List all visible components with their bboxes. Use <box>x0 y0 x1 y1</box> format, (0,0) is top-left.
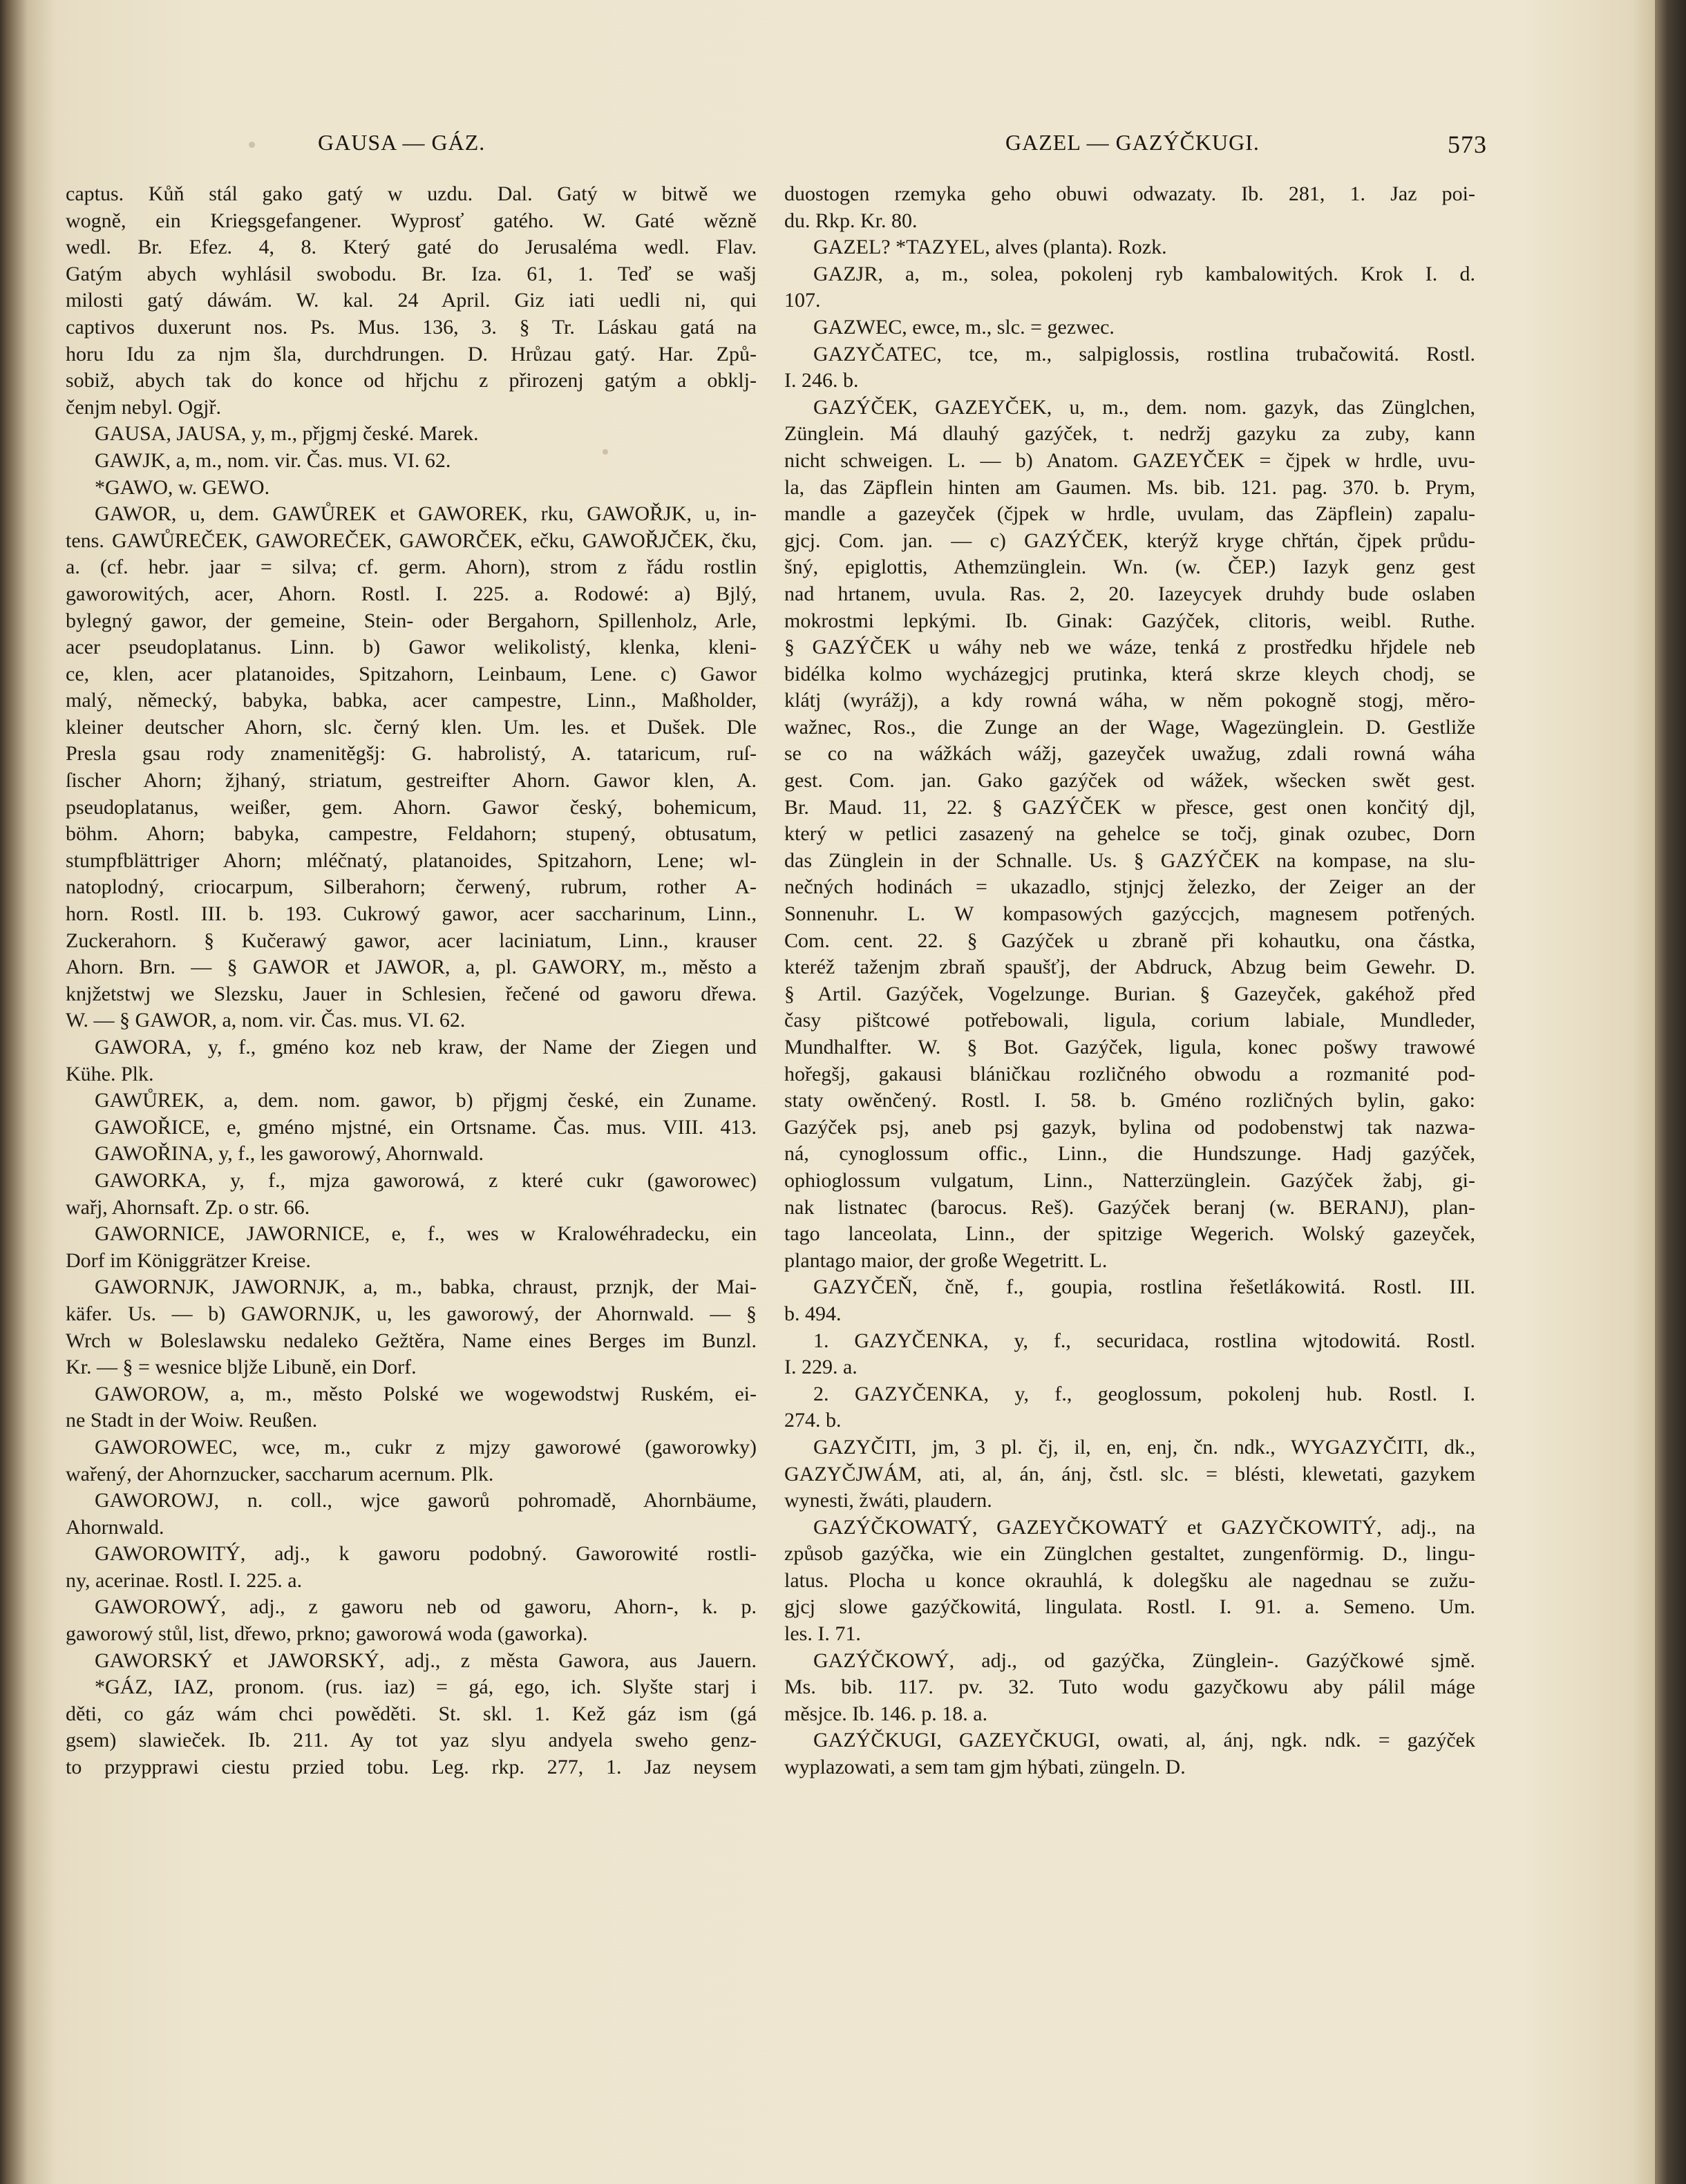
text-line: GAZYČATEC, tce, m., salpiglossis, rostlina trubačowitá. Rostl. <box>813 342 1475 365</box>
text-line: tens. GAWŮREČEK, GAWOREČEK, GAWORČEK, ečku, GAWOŘJČEK, čku, <box>66 529 757 552</box>
left-column <box>66 181 757 1781</box>
text-line: gsem) slawieček. Ib. 211. Ay tot yaz slyu andyela sweho genz- <box>66 1729 757 1752</box>
text-line: mandle a gazeyček (čjpek w hrdle, uvulam, das Zäpflein) zapalu- <box>784 502 1475 526</box>
running-header-left: GAUSA — GÁZ. <box>318 130 486 155</box>
text-line: to przypprawi ciestu przied tobu. Leg. rkp. 277, 1. Jaz neysem <box>66 1756 757 1779</box>
text-line: gaworowitých, acer, Ahorn. Rostl. I. 225. a. Rodowé: a) Bjlý, <box>66 582 757 605</box>
text-line: GAWORSKÝ et JAWORSKÝ, adj., z města Gawora, aus Jauern. <box>95 1649 757 1672</box>
text-line: a. (cf. hebr. jaar = silva; cf. germ. Ahorn), strom z řádu rostlin <box>66 556 757 579</box>
text-line: GAZÝČKUGI, GAZEYČKUGI, owati, al, ánj, ngk. ndk. = gazýček <box>813 1729 1475 1752</box>
text-line: gjcj. Com. jan. — c) GAZÝČEK, kterýž kryge chřtán, čjpek průdu- <box>784 529 1475 552</box>
text-line: Ahorn. Brn. — § GAWOR et JAWOR, a, pl. GAWORY, m., město a <box>66 956 757 979</box>
running-header-right: GAZEL — GAZÝČKUGI. <box>1005 130 1260 155</box>
text-line: nečných hodinách = ukazadlo, stjnjcj železko, der Zeiger an der <box>784 875 1475 899</box>
text-line: ne Stadt in der Woiw. Reußen. <box>66 1409 318 1432</box>
text-line: tago lanceolata, Linn., der spitzige Wegerich. Wolský gazeyček, <box>784 1222 1475 1246</box>
text-line: käfer. Us. — b) GAWORNJK, u, les gaworowý, der Ahornwald. — § <box>66 1302 757 1325</box>
text-line: knjžetstwj we Slezsku, Jauer in Schlesien, řečené od gaworu dřewa. <box>66 982 757 1005</box>
text-line: *GÁZ, IAZ, pronom. (rus. iaz) = gá, ego, ich. Slyšte starj i <box>95 1675 757 1699</box>
text-line: Br. Maud. 11, 22. § GAZÝČEK w přesce, gest onen končitý djl, <box>784 795 1475 819</box>
text-line: klátj (wyrážj), a kdy rowná wáha, w něm pokogně stogj, měro- <box>784 689 1475 712</box>
text-line: bidélka kolmo wycházegjcj prutinka, která skrze kleych chodj, se <box>784 662 1475 685</box>
text-line: wařj, Ahornsaft. Zp. o str. 66. <box>66 1195 310 1219</box>
text-line: acer pseudoplatanus. Linn. b) Gawor welikolistý, klenka, kleni- <box>66 636 757 659</box>
text-line: ny, acerinae. Rostl. I. 225. a. <box>66 1568 303 1592</box>
text-line: ce, klen, acer platanoides, Spitzahorn, Leinbaum, Lene. c) Gawor <box>66 662 757 685</box>
text-line: 2. GAZYČENKA, y, f., geoglossum, pokolenj hub. Rostl. I. <box>813 1382 1475 1405</box>
text-line: kteréž taženjm zbraň spaušťj, der Abdruck, Abzug beim Gewehr. D. <box>784 956 1475 979</box>
text-line: GAWORA, y, f., gméno koz neb kraw, der Name der Ziegen und <box>95 1036 757 1058</box>
text-line: sobiž, abych tak do konce od hřjchu z přirozenj gatým a obklj- <box>66 369 757 392</box>
text-line: staty owěnčený. Rostl. I. 58. b. Gméno rozličných bylin, gako: <box>784 1089 1475 1112</box>
text-line: GAWOROWITÝ, adj., k gaworu podobný. Gaworowité rostli- <box>95 1542 757 1566</box>
right-column <box>784 181 1475 1781</box>
text-line: wogně, ein Kriegsgefangener. Wyprosť gatého. W. Gaté wězně <box>66 209 757 232</box>
text-line: böhm. Ahorn; babyka, campestre, Feldahorn; stupený, obtusatum, <box>66 822 757 846</box>
text-line: gaworowý stůl, list, dřewo, prkno; gaworowá woda (gaworka). <box>66 1622 588 1646</box>
text-line: měsjce. Ib. 146. p. 18. a. <box>784 1702 988 1725</box>
text-line: ná, cynoglossum offic., Linn., die Hundszunge. Hadj gazýček, <box>784 1142 1475 1166</box>
text-line: nicht schweigen. L. — b) Anatom. GAZEYČEK = čjpek w hrdle, uvu- <box>784 448 1475 472</box>
text-line: Kühe. Plk. <box>66 1062 154 1085</box>
text-line: GAWORNJK, JAWORNJK, a, m., babka, chraust, prznjk, der Mai- <box>95 1275 757 1299</box>
text-line: způsob gazýčka, wie ein Zünglchen gestaltet, zungenförmig. D., lingu- <box>784 1542 1475 1566</box>
text-line: GAWOŘINA, y, f., les gaworowý, Ahornwald. <box>95 1142 484 1166</box>
text-line: natoplodný, criocarpum, Silberahorn; čerwený, rubrum, rother A- <box>66 875 757 899</box>
text-line: gjcj slowe gazýčkowitá, lingulata. Rostl. I. 91. a. Semeno. Um. <box>784 1595 1475 1619</box>
text-line: GAZWEC, ewce, m., slc. = gezwec. <box>813 315 1115 339</box>
text-line: gest. Com. jan. Gako gazýček od wážek, wšecken swět gest. <box>784 769 1475 792</box>
text-line: Ms. bib. 117. pv. 32. Tuto wodu gazyčkowu aby pálil máge <box>784 1675 1475 1699</box>
text-line: GAWOR, u, dem. GAWŮREK et GAWOREK, rku, GAWOŘJK, u, in- <box>95 502 757 526</box>
text-line: Mundhalfter. W. § Bot. Gazýček, ligula, konec pošwy trawowé <box>784 1036 1475 1058</box>
text-line: Com. cent. 22. § Gazýček u zbraně při kohautku, ona částka, <box>784 929 1475 952</box>
text-line: GAWOŘICE, e, gméno mjstné, ein Ortsname. Čas. mus. VIII. 413. <box>95 1115 757 1139</box>
text-line: děti, co gáz wám chci powěděti. St. skl. 1. Kež gáz ism (gá <box>66 1702 757 1725</box>
text-line: Ahornwald. <box>66 1515 164 1539</box>
text-line: duostogen rzemyka geho obuwi odwazaty. Ib. 281, 1. Jaz poi- <box>784 182 1475 205</box>
text-line: GAZYČJWÁM, ati, al, án, ánj, čstl. slc. = blésti, klewetati, gazykem <box>784 1462 1475 1485</box>
text-line: wažnec, Ros., die Zunge an der Wage, Wagezünglein. D. Gestliže <box>784 715 1475 739</box>
text-line: Gazýček psj, aneb psj gazyk, bylina od podobenstwj tak nazwa- <box>784 1115 1475 1139</box>
text-line: 107. <box>784 289 821 312</box>
text-line: latus. Plocha u konce okrauhlá, k dolegšku ale nagednau se zužu- <box>784 1568 1475 1592</box>
text-line: I. 229. a. <box>784 1356 858 1379</box>
text-line: pseudoplatanus, weißer, gem. Ahorn. Gawor český, bohemicum, <box>66 795 757 819</box>
text-line: I. 246. b. <box>784 369 859 392</box>
text-line: wynesti, žwáti, plaudern. <box>784 1489 992 1512</box>
text-line: malý, německý, babyka, babka, acer campestre, Linn., Maßholder, <box>66 689 757 712</box>
text-line: GAWŮREK, a, dem. nom. gawor, b) přjgmj české, ein Zuname. <box>95 1089 757 1112</box>
text-line: Wrch w Boleslawsku nedaleko Gežtěra, Name eines Berges im Bunzl. <box>66 1329 757 1352</box>
text-line: § Artil. Gazýček, Vogelzunge. Burian. § Gazeyček, gakéhož před <box>784 982 1475 1005</box>
text-line: horu Idu za njm šla, durchdrungen. D. Hrůzau gatý. Har. Způ- <box>66 342 757 365</box>
text-line: la, das Zäpflein hinten am Gaumen. Ms. bib. 121. pag. 370. b. Prym, <box>784 475 1475 499</box>
text-line: se co na wážkách wážj, gazeyček uwažug, zdali rowná wáha <box>784 742 1475 766</box>
text-line: Zünglein. Má dlauhý gazýček, t. nedržj gazyku za zuby, kann <box>784 422 1475 446</box>
text-line: W. — § GAWOR, a, nom. vir. Čas. mus. VI. 62. <box>66 1009 466 1032</box>
paper-fleck <box>249 142 255 148</box>
text-line: GAZÝČKOWÝ, adj., od gazýčka, Zünglein-. Gazýčkowé sjmě. <box>813 1649 1475 1672</box>
text-line: ſischer Ahorn; žjhaný, striatum, gestreifter Ahorn. Gawor klen, A. <box>66 769 757 792</box>
text-line: GAZEL? *TAZYEL, alves (planta). Rozk. <box>813 236 1167 259</box>
text-line: GAWOROWEC, wce, m., cukr z mjzy gaworowé (gaworowky) <box>95 1435 757 1459</box>
text-line: GAZÝČEK, GAZEYČEK, u, m., dem. nom. gazyk, das Zünglchen, <box>813 395 1475 419</box>
text-line: Dorf im Königgrätzer Kreise. <box>66 1248 311 1272</box>
text-line: captivos duxerunt nos. Ps. Mus. 136, 3. § Tr. Láskau gatá na <box>66 315 757 339</box>
text-line: Kr. — § = wesnice bljže Libuně, ein Dorf. <box>66 1356 417 1379</box>
text-line: GAWORKA, y, f., mjza gaworowá, z které cukr (gaworowec) <box>95 1168 757 1192</box>
text-line: GAZJR, a, m., solea, pokolenj ryb kambalowitých. Krok I. d. <box>813 262 1475 285</box>
text-line: captus. Kůň stál gako gatý w uzdu. Dal. Gatý w bitwě we <box>66 182 757 205</box>
text-line: 274. b. <box>784 1409 842 1432</box>
text-line: bylegný gawor, der gemeine, Stein- oder Bergahorn, Spillenholz, Arle, <box>66 609 757 632</box>
text-line: mokrostmi lepkými. Ib. Ginak: Gazýček, clitoris, weibl. Ruthe. <box>784 609 1475 632</box>
text-line: nad hrtanem, uvula. Ras. 2, 20. Iazeycyek druhdy bude oslaben <box>784 582 1475 605</box>
text-line: šný, epiglottis, Athemzünglein. Wn. (w. ČEP.) Iazyk genz gest <box>784 556 1475 579</box>
text-line: nak listnatec (barocus. Reš). Gazýček beranj (w. BERANJ), plan- <box>784 1195 1475 1219</box>
text-line: Gatým abych wyhlásil swobodu. Br. Iza. 61, 1. Teď se wašj <box>66 262 757 285</box>
text-line: který w petlici zasazený na gehelce se točj, ginak ozubec, Dorn <box>784 822 1475 846</box>
text-line: stumpfblättriger Ahorn; mléčnatý, platanoides, Spitzahorn, Lene; wl- <box>66 848 757 872</box>
text-line: kleiner deutscher Ahorn, slc. černý klen. Um. les. et Dušek. Dle <box>66 715 757 739</box>
text-line: § GAZÝČEK u wáhy neb we wáze, tenká z prostředku hřjdele neb <box>784 636 1475 659</box>
text-line: GAZYČITI, jm, 3 pl. čj, il, en, enj, čn. ndk., WYGAZYČITI, dk., <box>813 1435 1475 1459</box>
text-line: Zuckerahorn. § Kučerawý gawor, acer laciniatum, Linn., krauser <box>66 929 757 952</box>
text-line: ophioglossum vulgatum, Linn., Natterzünglein. Gazýček žabj, gi- <box>784 1168 1475 1192</box>
text-line: GAZÝČKOWATÝ, GAZEYČKOWATÝ et GAZYČKOWITÝ, adj., na <box>813 1515 1475 1539</box>
text-line: Sonnenuhr. L. W kompasowých gazýccjch, magnesem potřených. <box>784 902 1475 926</box>
text-line: *GAWO, w. GEWO. <box>95 475 270 499</box>
text-line: GAWOROW, a, m., město Polské we wogewodstwj Ruském, ei- <box>95 1382 757 1405</box>
text-line: 1. GAZYČENKA, y, f., securidaca, rostlina wjtodowitá. Rostl. <box>813 1329 1475 1352</box>
page-number: 573 <box>1448 131 1487 158</box>
text-line: časy pištcowé potřebowali, ligula, corium labiale, Mundleder, <box>784 1009 1475 1032</box>
text-line: wařený, der Ahornzucker, saccharum acernum. Plk. <box>66 1462 494 1485</box>
text-line: GAWORNICE, JAWORNICE, e, f., wes w Kralowéhradecku, ein <box>95 1222 757 1246</box>
text-line: GAWJK, a, m., nom. vir. Čas. mus. VI. 62. <box>95 448 451 472</box>
text-line: GAWOROWJ, n. coll., wjce gaworů pohromadě, Ahornbäume, <box>95 1489 757 1512</box>
text-line: wyplazowati, a sem tam gjm hýbati, züngeln. D. <box>784 1756 1186 1779</box>
text-line: GAZYČEŇ, čně, f., goupia, rostlina řešetlákowitá. Rostl. III. <box>813 1275 1475 1299</box>
text-line: GAUSA, JAUSA, y, m., přjgmj české. Marek. <box>95 422 479 446</box>
text-line: milosti gatý dáwám. W. kal. 24 April. Giz iati uedli ni, qui <box>66 289 757 312</box>
text-line: les. I. 71. <box>784 1622 861 1646</box>
text-line: b. 494. <box>784 1302 842 1325</box>
text-line: das Zünglein in der Schnalle. Us. § GAZÝČEK na kompase, na slu- <box>784 848 1475 872</box>
text-line: plantago maior, der große Wegetritt. L. <box>784 1248 1108 1272</box>
text-line: čenjm nebyl. Ogjř. <box>66 395 221 419</box>
text-line: hořegšj, gakausi bláničkau rozličného obwodu a rozmanité pod- <box>784 1062 1475 1085</box>
text-line: du. Rkp. Kr. 80. <box>784 209 918 232</box>
text-line: wedl. Br. Efez. 4, 8. Který gaté do Jerusaléma wedl. Flav. <box>66 236 757 259</box>
book-edge-shadow <box>1655 0 1686 2184</box>
text-line: Presla gsau rody znamenitěgšj: G. habrolistý, A. tataricum, ruſ- <box>66 742 757 766</box>
text-line: horn. Rostl. III. b. 193. Cukrowý gawor, acer saccharinum, Linn., <box>66 902 757 926</box>
text-line: GAWOROWÝ, adj., z gaworu neb od gaworu, Ahorn-, k. p. <box>95 1595 757 1619</box>
